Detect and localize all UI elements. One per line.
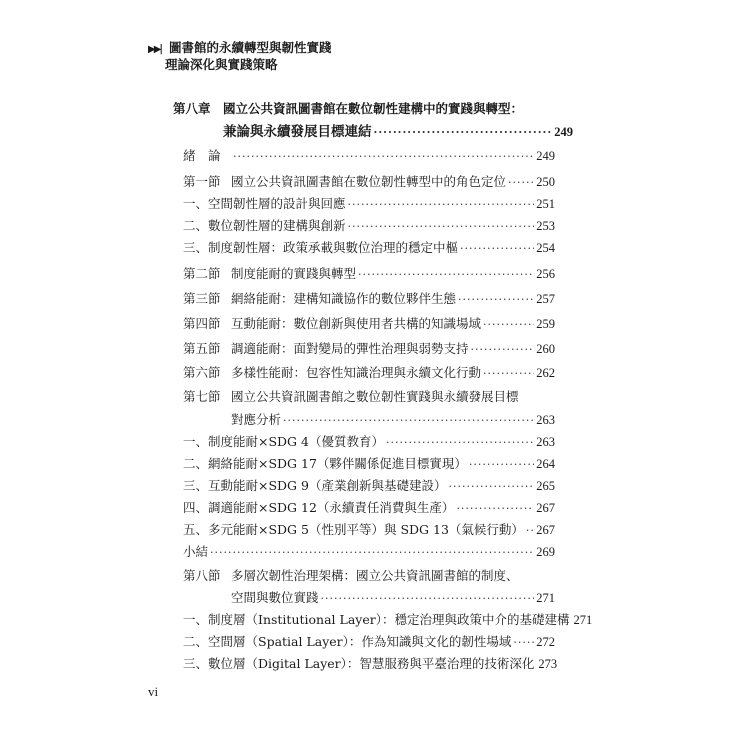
chapter-heading-line1: [173, 100, 523, 118]
entry-title: 二、網絡能耐×SDG 17（夥伴關係促進目標實現）: [183, 456, 467, 471]
toc-subentry: [183, 543, 555, 562]
entry-title: 互動能耐：數位創新與使用者共構的知識場域: [231, 316, 482, 331]
entry-title: 一、空間韌性層的設計與回應: [183, 196, 346, 211]
toc-entry-intro: [183, 147, 555, 166]
entry-title: 網絡能耐：建構知識協作的數位夥伴生態: [231, 291, 457, 306]
leader-dots: [210, 544, 534, 562]
leader-dots: [456, 500, 534, 518]
page-number: 249: [554, 125, 573, 139]
page-number: 262: [536, 366, 555, 380]
page-number: 263: [536, 435, 555, 449]
entry-title: 多樣性能耐：包容性知識治理與永續文化行動: [231, 365, 482, 380]
toc-subentry: [183, 217, 555, 236]
leader-dots: [483, 365, 534, 383]
page-number: 273: [538, 657, 558, 671]
leader-dots: [448, 478, 534, 496]
leader-dots: [469, 456, 534, 474]
entry-title: 三、數位層（Digital Layer）：智慧服務與平臺治理的技術深化: [183, 656, 535, 671]
toc-entry-section-7-line1: [183, 388, 519, 406]
entry-title: 二、數位韌性層的建構與創新: [183, 218, 346, 233]
toc-entry-section-8-line2: [231, 589, 555, 608]
entry-title: 小結: [183, 544, 209, 559]
page-number: 272: [536, 635, 555, 649]
book-subtitle: 理論深化與實踐策略: [165, 57, 278, 72]
entry-title: 多層次韌性治理架構：國立公共資訊圖書館的制度、: [231, 568, 519, 583]
entry-title: 制度能耐的實踐與轉型: [231, 266, 357, 281]
leader-dots: [348, 218, 535, 236]
entry-label: 第三節: [183, 291, 221, 306]
page-number: 267: [536, 523, 555, 537]
entry-title: 調適能耐：面對變局的彈性治理與弱勢支持: [231, 341, 469, 356]
entry-title: 五、多元能耐×SDG 5（性別平等）與 SDG 13（氣候行動）: [183, 522, 524, 537]
page-number: 256: [536, 267, 555, 281]
toc-subentry: [183, 433, 555, 452]
leader-dots: [483, 316, 534, 334]
page-number: 269: [536, 545, 555, 559]
toc-subentry: [183, 239, 555, 258]
toc-entry-section-4: [183, 315, 555, 334]
entry-label: 第一節: [183, 174, 221, 189]
page-number: 271: [536, 591, 555, 605]
entry-title: 一、制度層（Institutional Layer）：穩定治理與政策中介的基礎建構: [183, 612, 570, 627]
skip-forward-icon: ▶▶|: [148, 44, 162, 55]
entry-title-continued: 空間與數位實踐: [231, 590, 319, 605]
page-number: 271: [573, 613, 593, 627]
leader-dots: [358, 266, 534, 284]
entry-title: 三、制度韌性層：政策承載與數位治理的穩定中樞: [183, 240, 459, 255]
entry-label: 第二節: [183, 266, 221, 281]
page-number: 249: [536, 149, 555, 163]
entry-title: 國立公共資訊圖書館在數位韌性轉型中的角色定位: [231, 174, 507, 189]
page-number: 260: [536, 342, 555, 356]
entry-label: 第四節: [183, 316, 221, 331]
toc-subentry: [183, 611, 593, 630]
page-number: 253: [536, 219, 555, 233]
leader-dots: [233, 148, 534, 166]
leader-dots: [321, 590, 535, 608]
toc-entry-section-6: [183, 364, 555, 383]
leader-dots: [526, 522, 534, 540]
page-folio: vi: [148, 684, 159, 699]
leader-dots: [386, 434, 534, 452]
toc-entry-section-3: [183, 290, 555, 309]
page-number: 264: [536, 457, 555, 471]
toc-subentry: [183, 499, 555, 518]
entry-title: 一、制度能耐×SDG 4（優質教育）: [183, 434, 384, 449]
entry-label: 緒 論: [183, 148, 221, 163]
toc-entry-section-1: [183, 173, 555, 192]
toc-entry-section-8-line1: [183, 567, 519, 585]
toc-entry-section-7-line2: [231, 411, 555, 430]
page-number: 265: [536, 479, 555, 493]
entry-label: 第八節: [183, 568, 221, 583]
page-number: 263: [536, 413, 555, 427]
leader-dots: [348, 196, 535, 214]
toc-subentry: [183, 521, 555, 540]
chapter-heading-line2: [223, 123, 573, 142]
entry-title: 四、調適能耐×SDG 12（永續責任消費與生產）: [183, 500, 455, 515]
leader-dots: [283, 412, 534, 430]
entry-label: 第七節: [183, 389, 221, 404]
page-number: 254: [536, 241, 555, 255]
entry-title: 三、互動能耐×SDG 9（產業創新與基礎建設）: [183, 478, 447, 493]
leader-dots: [374, 124, 553, 142]
page-number: 250: [536, 175, 555, 189]
leader-dots: [471, 341, 535, 359]
toc-entry-section-2: [183, 265, 555, 284]
toc-entry-section-5: [183, 340, 555, 359]
running-header-title: [148, 40, 332, 57]
entry-title-continued: 對應分析: [231, 412, 282, 427]
chapter-title-line1: 國立公共資訊圖書館在數位韌性建構中的實踐與轉型：: [223, 101, 524, 116]
toc-subentry: [183, 195, 555, 214]
chapter-title-line2: 兼論與永續發展目標連結: [223, 124, 372, 140]
leader-dots: [508, 174, 534, 192]
toc-subentry: [183, 655, 558, 674]
entry-label: 第六節: [183, 365, 221, 380]
toc-subentry: [183, 633, 555, 652]
page-number: 251: [536, 197, 555, 211]
chapter-label: 第八章: [173, 101, 211, 116]
entry-title: 國立公共資訊圖書館之數位韌性實踐與永續發展目標: [231, 389, 519, 404]
leader-dots: [458, 291, 534, 309]
page-number: 267: [536, 501, 555, 515]
leader-dots: [460, 240, 534, 258]
toc-subentry: [183, 477, 555, 496]
page-number: 259: [536, 317, 555, 331]
entry-label: 第五節: [183, 341, 221, 356]
page-number: 257: [536, 292, 555, 306]
leader-dots: [513, 634, 534, 652]
toc-subentry: [183, 455, 555, 474]
entry-title: 二、空間層（Spatial Layer）：作為知識與文化的韌性場域: [183, 634, 512, 649]
book-title: 圖書館的永續轉型與韌性實踐: [169, 40, 332, 55]
